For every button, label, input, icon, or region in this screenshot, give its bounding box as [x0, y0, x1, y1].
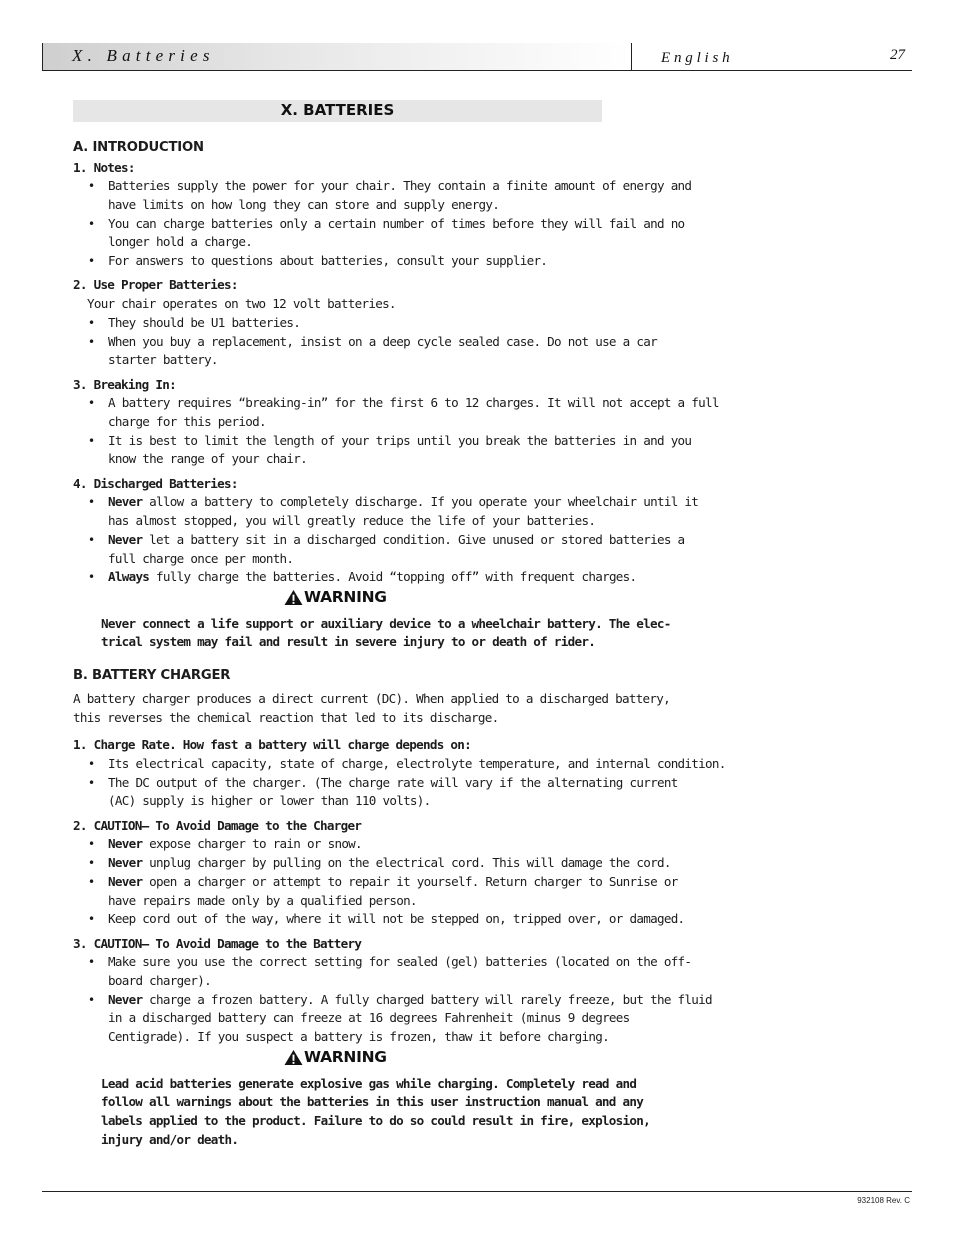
- warning-label: WARNING: [304, 1048, 387, 1066]
- bullet: •: [88, 776, 96, 790]
- charger-intro-line-2: this reverses the chemical reaction that led to its discharge.: [73, 710, 499, 725]
- caution-charger-item-3-line-1: Never open a charger or attempt to repair it yourself. Return charger to Sunrise or: [108, 874, 678, 889]
- bullet: •: [88, 875, 96, 889]
- caution-charger-item-2: Never unplug charger by pulling on the electrical cord. This will damage the cord.: [108, 855, 671, 870]
- heading-battery-charger: B. BATTERY CHARGER: [73, 668, 231, 683]
- subheading-caution-battery: 3. CAUTION– To Avoid Damage to the Battery: [73, 936, 362, 951]
- notes-item-1-line-2: have limits on how long they can store and supply energy.: [108, 197, 500, 212]
- bullet: •: [88, 495, 96, 509]
- discharged-item-2-line-1: Never let a battery sit in a discharged condition. Give unused or stored batteries a: [108, 532, 685, 547]
- warning-heading-2: [284, 1047, 387, 1067]
- bullet: •: [88, 757, 96, 771]
- caution-battery-item-2-line-2: in a discharged battery can freeze at 16 degrees Fahrenheit (minus 9 degrees: [108, 1010, 630, 1025]
- bullet: •: [88, 179, 96, 193]
- warning-2-line-1: Lead acid batteries generate explosive gas while charging. Completely read and: [101, 1076, 637, 1091]
- bullet: •: [88, 434, 96, 448]
- warning-2-line-2: follow all warnings about the batteries in this user instruction manual and any: [101, 1094, 644, 1109]
- rate-item-1-line-1: Its electrical capacity, state of charge, electrolyte temperature, and internal condition.: [108, 756, 726, 771]
- subheading-charge-rate: 1. Charge Rate. How fast a battery will charge depends on:: [73, 737, 472, 752]
- caution-battery-item-2-line-1: Never charge a frozen battery. A fully charged battery will rarely freeze, but the fluid: [108, 992, 712, 1007]
- caution-battery-item-2-line-3: Centigrade). If you suspect a battery is frozen, thaw it before charging.: [108, 1029, 609, 1044]
- warning-heading-1: [284, 587, 387, 607]
- breaking-item-1-line-2: charge for this period.: [108, 414, 266, 429]
- proper-item-1-line-1: They should be U1 batteries.: [108, 315, 301, 330]
- bullet: •: [88, 396, 96, 410]
- warning-2-line-3: labels applied to the product. Failure to do so could result in fire, explosion,: [101, 1113, 650, 1128]
- page-number: 27: [890, 47, 905, 63]
- header-rule: [632, 70, 912, 71]
- subheading-caution-charger: 2. CAUTION– To Avoid Damage to the Charger: [73, 818, 362, 833]
- proper-item-2-line-2: starter battery.: [108, 352, 218, 367]
- charger-intro-line-1: A battery charger produces a direct current (DC). When applied to a discharged battery,: [73, 691, 671, 706]
- discharged-item-1-line-1: Never allow a battery to completely discharge. If you operate your wheelchair until it: [108, 494, 699, 509]
- notes-item-1-line-1: Batteries supply the power for your chair. They contain a finite amount of energy and: [108, 178, 692, 193]
- caution-charger-item-1: Never expose charger to rain or snow.: [108, 836, 362, 851]
- discharged-item-2-line-2: full charge once per month.: [108, 551, 294, 566]
- bullet: •: [88, 912, 96, 926]
- warning-label: WARNING: [304, 588, 387, 606]
- warning-2-line-4: injury and/or death.: [101, 1132, 239, 1147]
- subheading-breaking-in: 3. Breaking In:: [73, 377, 176, 392]
- discharged-item-1-line-2: has almost stopped, you will greatly reduce the life of your batteries.: [108, 513, 596, 528]
- header-language: English: [661, 50, 734, 66]
- subheading-use-proper-batteries: 2. Use Proper Batteries:: [73, 277, 238, 292]
- rate-item-2-line-2: (AC) supply is higher or lower than 110 volts).: [108, 793, 431, 808]
- bullet: •: [88, 217, 96, 231]
- caution-battery-item-1-line-2: board charger).: [108, 973, 211, 988]
- discharged-item-3-line-1: Always fully charge the batteries. Avoid “topping off” with frequent charges.: [108, 569, 637, 584]
- notes-item-2-line-2: longer hold a charge.: [108, 234, 253, 249]
- bullet: •: [88, 955, 96, 969]
- bullet: •: [88, 533, 96, 547]
- caution-battery-item-1-line-1: Make sure you use the correct setting for sealed (gel) batteries (located on the off-: [108, 954, 692, 969]
- section-title: X. BATTERIES: [280, 101, 395, 119]
- header-chapter-title: X. Batteries: [72, 46, 215, 65]
- footer-rule: [42, 1191, 912, 1192]
- bullet: •: [88, 335, 96, 349]
- breaking-item-2-line-1: It is best to limit the length of your trips until you break the batteries in and you: [108, 433, 692, 448]
- bullet: •: [88, 993, 96, 1007]
- notes-item-2-line-1: You can charge batteries only a certain number of times before they will fail and no: [108, 216, 685, 231]
- breaking-item-1-line-1: A battery requires “breaking-in” for the first 6 to 12 charges. It will not accept a full: [108, 395, 719, 410]
- bullet: •: [88, 570, 96, 584]
- document-code: 932108 Rev. C: [857, 1196, 910, 1205]
- header-divider: [631, 43, 632, 71]
- rate-item-2-line-1: The DC output of the charger. (The charge rate will vary if the alternating current: [108, 775, 678, 790]
- warning-triangle-icon: [284, 1049, 303, 1066]
- bullet: •: [88, 856, 96, 870]
- notes-item-3-line-1: For answers to questions about batteries, consult your supplier.: [108, 253, 548, 268]
- proper-item-2-line-1: When you buy a replacement, insist on a deep cycle sealed case. Do not use a car: [108, 334, 657, 349]
- warning-triangle-icon: [284, 589, 303, 606]
- subheading-discharged-batteries: 4. Discharged Batteries:: [73, 476, 238, 491]
- warning-1-line-2: trical system may fail and result in severe injury to or death of rider.: [101, 634, 596, 649]
- subheading-notes: 1. Notes:: [73, 160, 135, 175]
- caution-charger-item-4: Keep cord out of the way, where it will not be stepped on, tripped over, or damaged.: [108, 911, 685, 926]
- breaking-item-2-line-2: know the range of your chair.: [108, 451, 308, 466]
- proper-batteries-text: Your chair operates on two 12 volt batteries.: [87, 296, 396, 311]
- heading-introduction: A. INTRODUCTION: [73, 140, 204, 155]
- caution-charger-item-3-line-2: have repairs made only by a qualified person.: [108, 893, 417, 908]
- bullet: •: [88, 837, 96, 851]
- section-title-band: [73, 100, 602, 122]
- bullet: •: [88, 316, 96, 330]
- bullet: •: [88, 254, 96, 268]
- warning-1-line-1: Never connect a life support or auxiliary device to a wheelchair battery. The elec-: [101, 616, 671, 631]
